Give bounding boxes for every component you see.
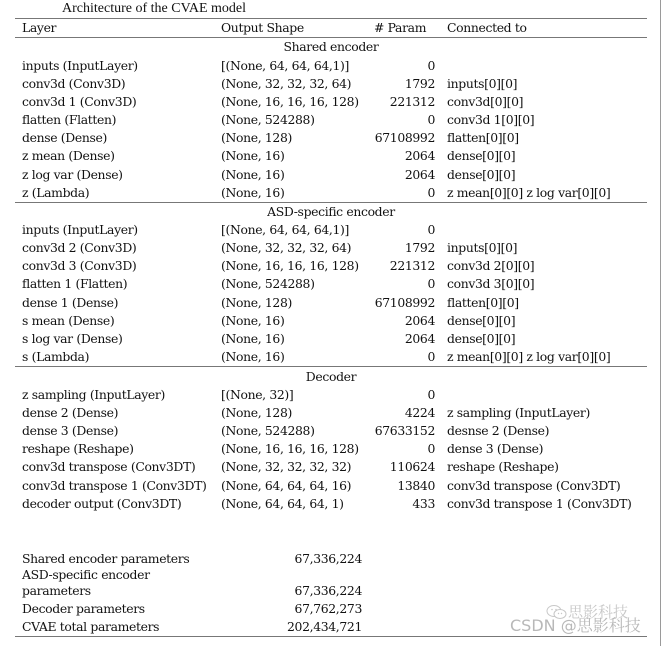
cell-layer: dense 1 (Dense) [22,295,119,310]
table-row [0,422,662,440]
cell-connected: reshape (Reshape) [447,459,559,474]
cell-connected: conv3d[0][0] [447,94,524,109]
cell-layer: s log var (Dense) [22,331,123,346]
cell-params: 0 [427,112,435,127]
cell-layer: conv3d 1 (Conv3D) [22,94,137,109]
cell-layer: decoder output (Conv3DT) [22,496,182,511]
cell-shape: (None, 64, 64, 64, 16) [221,478,352,493]
cell-connected: conv3d transpose 1 (Conv3DT) [447,496,632,511]
cell-params: 433 [412,496,435,511]
section-title-decoder: Decoder [305,369,357,384]
header-layer: Layer [22,20,57,35]
header-connected-to: Connected to [447,20,527,35]
cell-shape: (None, 64, 64, 64, 1) [221,496,344,511]
cell-shape: (None, 128) [221,130,292,145]
cell-shape: (None, 32, 32, 32, 64) [221,240,352,255]
cell-layer: conv3d transpose 1 (Conv3DT) [22,478,207,493]
section-title-shared-encoder: Shared encoder [283,39,379,54]
cell-shape: [(None, 64, 64, 64,1)] [221,58,350,73]
summary-label: CVAE total parameters [22,619,160,634]
table-row [0,93,662,111]
cell-params: 2064 [404,167,435,182]
table-caption: Architecture of the CVAE model [62,1,247,16]
table-row [0,257,662,275]
cell-params: 67108992 [374,130,435,145]
cell-shape: (None, 128) [221,405,292,420]
cell-layer: s (Lambda) [22,349,90,364]
cell-connected: z mean[0][0] z log var[0][0] [447,349,611,364]
cell-connected: z sampling (InputLayer) [447,405,590,420]
cell-shape: (None, 524288) [221,276,315,291]
cell-layer: conv3d 2 (Conv3D) [22,240,137,255]
cell-params: 2064 [404,313,435,328]
cell-layer: inputs (InputLayer) [22,222,138,237]
cell-shape: (None, 128) [221,295,292,310]
cell-shape: (None, 16, 16, 16, 128) [221,441,359,456]
table-row [0,147,662,165]
cell-shape: (None, 524288) [221,112,315,127]
cell-params: 0 [427,222,435,237]
cell-shape: [(None, 64, 64, 64,1)] [221,222,350,237]
cell-shape: (None, 16) [221,167,285,182]
table-row [0,221,662,239]
cell-shape: (None, 32, 32, 32, 64) [221,76,352,91]
cell-connected: flatten[0][0] [447,295,519,310]
cell-layer: z (Lambda) [22,185,90,200]
cell-params: 1792 [404,240,435,255]
summary-label-cont: parameters [22,583,91,598]
cell-layer: conv3d (Conv3D) [22,76,126,91]
cell-connected: conv3d transpose (Conv3DT) [447,478,621,493]
cell-connected: dense[0][0] [447,167,516,182]
cell-layer: z sampling (InputLayer) [22,387,165,402]
cell-params: 0 [427,441,435,456]
cell-connected: z mean[0][0] z log var[0][0] [447,185,611,200]
cell-shape: (None, 16) [221,148,285,163]
summary-value: 67,336,224 [294,551,362,566]
cell-params: 0 [427,58,435,73]
cell-shape: (None, 16, 16, 16, 128) [221,258,359,273]
summary-label: Decoder parameters [22,601,145,616]
table-row [0,440,662,458]
cell-params: 67633152 [374,423,435,438]
summary-label: Shared encoder parameters [22,551,190,566]
table-row [0,184,662,202]
cell-layer: flatten (Flatten) [22,112,117,127]
cell-connected: desnse 2 (Dense) [447,423,550,438]
cell-layer: inputs (InputLayer) [22,58,138,73]
cell-params: 1792 [404,76,435,91]
table-row [0,330,662,348]
table-row [0,57,662,75]
cell-params: 0 [427,276,435,291]
cell-layer: z mean (Dense) [22,148,115,163]
cell-layer: s mean (Dense) [22,313,115,328]
cell-shape: (None, 16) [221,313,285,328]
cell-layer: reshape (Reshape) [22,441,134,456]
table-row [0,477,662,495]
table-row [0,386,662,404]
table-row [0,239,662,257]
cell-params: 2064 [404,148,435,163]
cell-params: 0 [427,185,435,200]
table-row [0,294,662,312]
header-params: # Param [374,20,427,35]
cell-layer: flatten 1 (Flatten) [22,276,128,291]
table-row [0,129,662,147]
cell-layer: conv3d transpose (Conv3DT) [22,459,196,474]
cell-layer: dense 3 (Dense) [22,423,119,438]
cell-params: 221312 [389,258,435,273]
cell-connected: dense 3 (Dense) [447,441,544,456]
cell-connected: flatten[0][0] [447,130,519,145]
cell-connected: conv3d 3[0][0] [447,276,535,291]
cell-connected: dense[0][0] [447,331,516,346]
table-row [0,348,662,366]
section-rule [15,366,647,367]
table-row [0,312,662,330]
cell-params: 4224 [404,405,435,420]
summary-value: 67,762,273 [294,601,362,616]
cell-shape: (None, 32, 32, 32, 32) [221,459,352,474]
section-title-asd-encoder: ASD-specific encoder [267,204,395,219]
table-row [0,495,662,513]
page-edge [660,0,661,646]
table-row [0,111,662,129]
cell-layer: conv3d 3 (Conv3D) [22,258,137,273]
cell-shape: (None, 16) [221,185,285,200]
header-output-shape: Output Shape [221,20,304,35]
cell-params: 67108992 [374,295,435,310]
cell-connected: inputs[0][0] [447,240,518,255]
cell-shape: (None, 16) [221,331,285,346]
watermark-csdn: CSDN @思影科技 [510,616,641,635]
cell-connected: inputs[0][0] [447,76,518,91]
cell-connected: conv3d 1[0][0] [447,112,535,127]
cell-layer: dense 2 (Dense) [22,405,119,420]
cell-params: 13840 [397,478,435,493]
cell-shape: [(None, 32)] [221,387,294,402]
watermark-brand: 思影科技 [568,603,629,621]
summary-value: 202,434,721 [287,619,362,634]
summary-label: ASD-specific encoder [22,567,150,582]
cell-shape: (None, 524288) [221,423,315,438]
table-row [0,75,662,93]
bottom-rule [15,636,647,637]
cell-connected: conv3d 2[0][0] [447,258,535,273]
cell-layer: dense (Dense) [22,130,107,145]
table-header-row [0,19,662,37]
cell-params: 110624 [389,459,435,474]
cell-params: 0 [427,387,435,402]
cell-layer: z log var (Dense) [22,167,123,182]
cell-connected: dense[0][0] [447,148,516,163]
cell-connected: dense[0][0] [447,313,516,328]
table-row [0,404,662,422]
cell-params: 2064 [404,331,435,346]
table-row [0,166,662,184]
cell-shape: (None, 16) [221,349,285,364]
cell-shape: (None, 16, 16, 16, 128) [221,94,359,109]
summary-value: 67,336,224 [294,583,362,598]
cell-params: 0 [427,349,435,364]
table-row [0,458,662,476]
table-row [0,275,662,293]
cell-params: 221312 [389,94,435,109]
